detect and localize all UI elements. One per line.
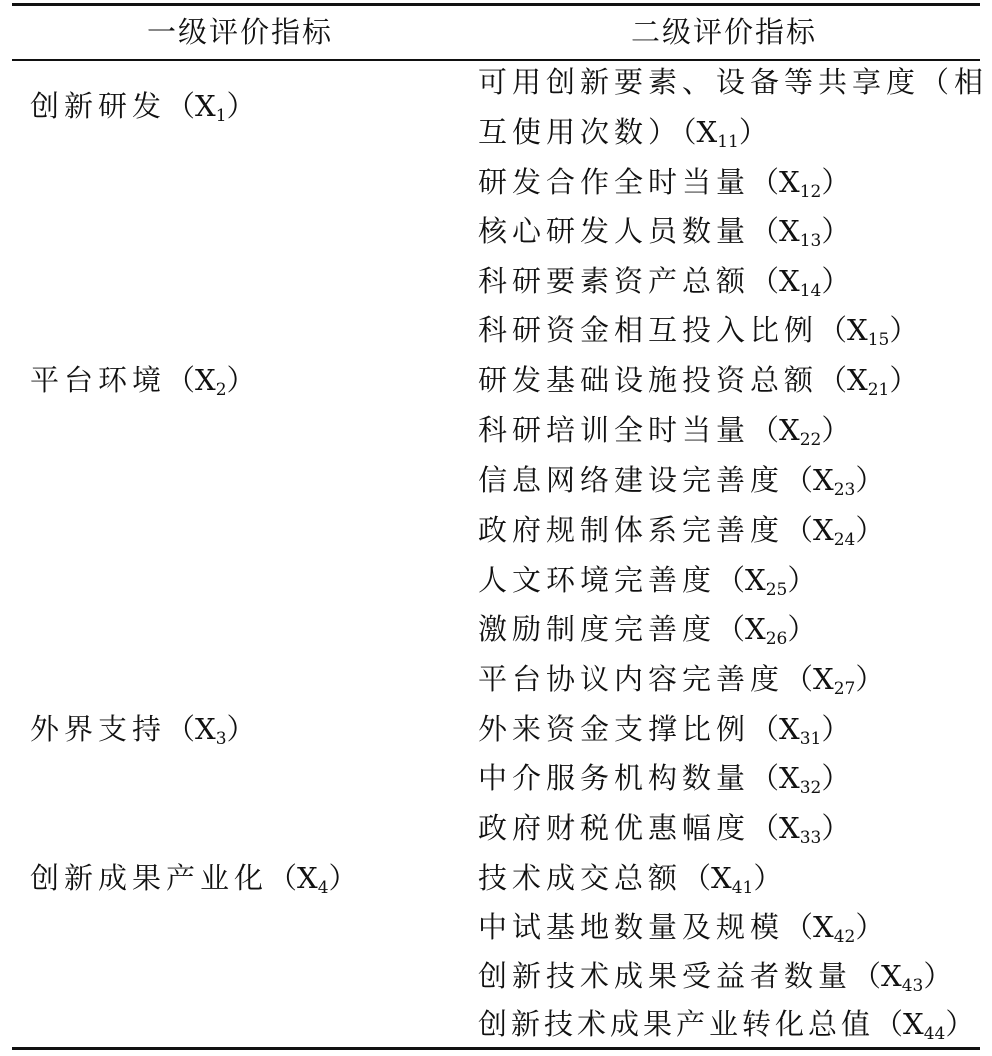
secondary-indicator: 科研资金相互投入比例$(X_{15})$ bbox=[478, 313, 919, 350]
secondary-indicator: 政府规制体系完善度$(X_{24})$ bbox=[478, 513, 885, 550]
secondary-indicator: 平台协议内容完善度$(X_{27})$ bbox=[478, 662, 885, 699]
primary-indicator: 创新成果产业化$(X_4)$ bbox=[30, 861, 358, 898]
secondary-indicator: 科研要素资产总额$(X_{14})$ bbox=[478, 264, 851, 301]
secondary-indicator: 中试基地数量及规模$(X_{42})$ bbox=[478, 910, 885, 947]
secondary-indicator: 创新技术成果受益者数量$(X_{43})$ bbox=[478, 959, 953, 996]
secondary-indicator: 外来资金支撑比例$(X_{31})$ bbox=[478, 712, 851, 749]
primary-indicator: 外界支持$(X_3)$ bbox=[30, 712, 256, 749]
secondary-indicator-line: 可用创新要素、设备等共享度（相 bbox=[478, 65, 989, 99]
header-primary-indicator: 一级评价指标 bbox=[146, 15, 333, 49]
secondary-indicator: 政府财税优惠幅度$(X_{33})$ bbox=[478, 811, 851, 848]
secondary-indicator: 人文环境完善度$(X_{25})$ bbox=[478, 563, 817, 600]
secondary-indicator: 技术成交总额$(X_{41})$ bbox=[478, 861, 783, 898]
secondary-indicator: 中介服务机构数量$(X_{32})$ bbox=[478, 761, 851, 798]
secondary-indicator: 科研培训全时当量$(X_{22})$ bbox=[478, 413, 851, 450]
secondary-indicator: 研发基础设施投资总额$(X_{21})$ bbox=[478, 363, 919, 400]
primary-indicator: 创新研发$(X_1)$ bbox=[30, 89, 256, 126]
header-secondary-indicator: 二级评价指标 bbox=[630, 15, 817, 49]
secondary-indicator: 研发合作全时当量$(X_{12})$ bbox=[478, 165, 851, 202]
secondary-indicator: 创新技术成果产业转化总值$(X_{44})$ bbox=[478, 1007, 975, 1044]
primary-indicator: 平台环境$(X_2)$ bbox=[30, 363, 256, 400]
secondary-indicator: 互使用次数）$(X_{11})$ bbox=[478, 115, 768, 152]
secondary-indicator: 核心研发人员数量$(X_{13})$ bbox=[478, 214, 851, 251]
secondary-indicator: 信息网络建设完善度$(X_{23})$ bbox=[478, 463, 885, 500]
secondary-indicator: 激励制度完善度$(X_{26})$ bbox=[478, 612, 817, 649]
